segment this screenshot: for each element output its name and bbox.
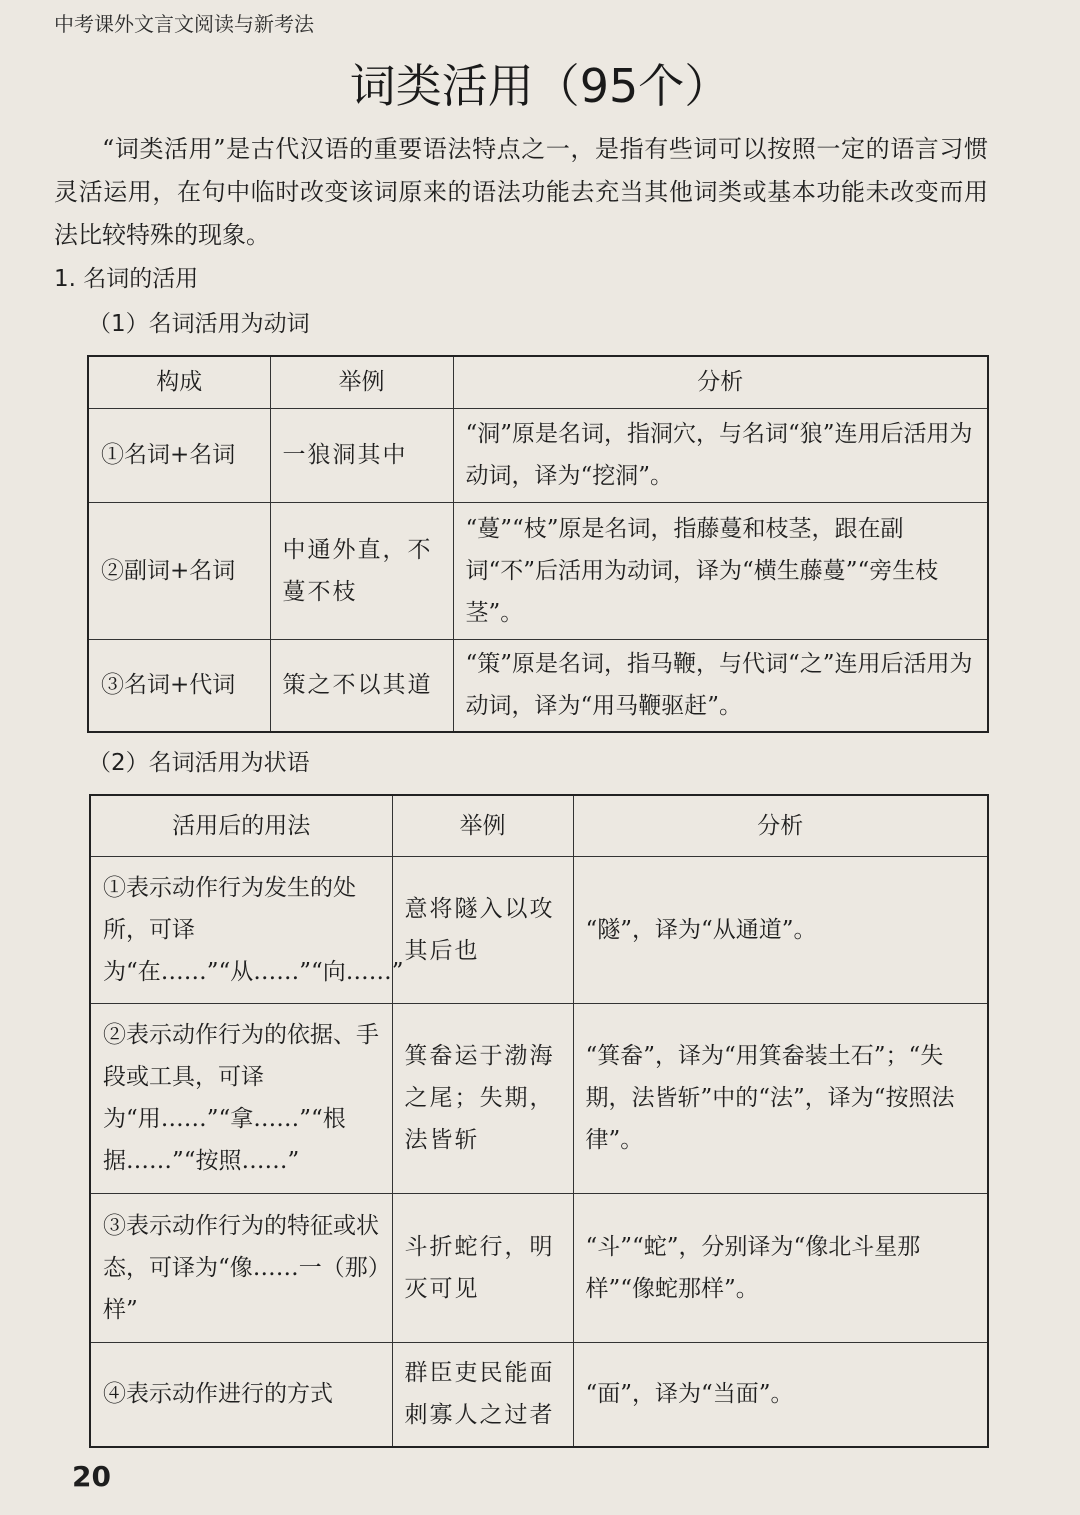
usage-cell: ④表示动作进行的方式: [90, 1342, 392, 1447]
usage-cell: ②表示动作行为的依据、手段或工具，可译为“用……”“拿……”“根据……”“按照……”: [90, 1003, 392, 1193]
book-title: 中考课外文言文阅读与新考法: [54, 12, 314, 36]
page-title: 词类活用（95个）: [349, 59, 731, 113]
noun-to-adverbial-table: [89, 794, 989, 1448]
example-cell: 策之不以其道: [270, 639, 453, 732]
table-row: [88, 408, 988, 502]
section-heading: 1. 名词的活用: [54, 266, 199, 292]
table-header-cell: 构成: [88, 356, 270, 408]
analysis-cell: “面”，译为“当面”。: [573, 1342, 988, 1447]
table-header-cell: 分析: [573, 795, 988, 856]
table-row: [90, 1193, 988, 1342]
table-header-cell: 举例: [270, 356, 453, 408]
table-header-cell: 分析: [453, 356, 988, 408]
analysis-cell: “蔓”“枝”原是名词，指藤蔓和枝茎，跟在副词“不”后活用为动词，译为“横生藤蔓”“旁生枝茎”。: [453, 502, 988, 639]
construction-cell: ②副词+名词: [88, 502, 270, 639]
table-row: [90, 1342, 988, 1447]
construction-cell: ①名词+名词: [88, 408, 270, 502]
example-cell: 一狼洞其中: [270, 408, 453, 502]
table-row: [90, 1003, 988, 1193]
construction-cell: ③名词+代词: [88, 639, 270, 732]
usage-cell: ①表示动作行为发生的处所，可译为“在……”“从……”“向……”: [90, 856, 392, 1003]
example-cell: 群臣吏民能面刺寡人之过者: [392, 1342, 573, 1447]
intro-paragraph: [54, 128, 988, 257]
analysis-cell: “隧”，译为“从通道”。: [573, 856, 988, 1003]
analysis-cell: “策”原是名词，指马鞭，与代词“之”连用后活用为动词，译为“用马鞭驱赶”。: [453, 639, 988, 732]
table2-caption: （2）名词活用为状语: [88, 750, 310, 776]
noun-to-verb-table: [87, 355, 989, 733]
example-cell: 意将隧入以攻其后也: [392, 856, 573, 1003]
table1-caption: （1）名词活用为动词: [88, 311, 310, 337]
table-row: [88, 639, 988, 732]
intro-text: “词类活用”是古代汉语的重要语法特点之一，是指有些词可以按照一定的语言习惯灵活运用，在句中临时改变该词原来的语法功能去充当其他词类或基本功能未改变而用法比较特殊的现象。: [54, 135, 988, 249]
page-number: 20: [72, 1460, 111, 1493]
analysis-cell: “洞”原是名词，指洞穴，与名词“狼”连用后活用为动词，译为“挖洞”。: [453, 408, 988, 502]
usage-cell: ③表示动作行为的特征或状态，可译为“像……一（那）样”: [90, 1193, 392, 1342]
analysis-cell: “斗”“蛇”，分别译为“像北斗星那样”“像蛇那样”。: [573, 1193, 988, 1342]
example-cell: 斗折蛇行，明灭可见: [392, 1193, 573, 1342]
table-header-cell: 举例: [392, 795, 573, 856]
table-row: [90, 856, 988, 1003]
table-row: [88, 502, 988, 639]
example-cell: 箕畚运于渤海之尾；失期，法皆斩: [392, 1003, 573, 1193]
analysis-cell: “箕畚”，译为“用箕畚装土石”；“失期，法皆斩”中的“法”，译为“按照法律”。: [573, 1003, 988, 1193]
table-header-cell: 活用后的用法: [90, 795, 392, 856]
example-cell: 中通外直，不蔓不枝: [270, 502, 453, 639]
